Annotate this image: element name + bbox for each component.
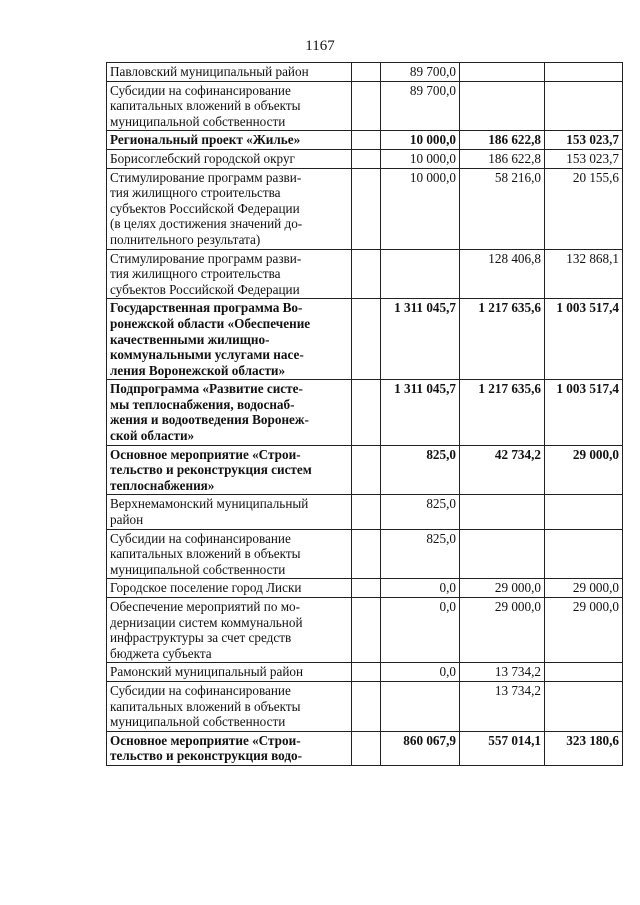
budget-table-body — [107, 63, 623, 766]
blank-cell — [352, 681, 381, 731]
value-cell-2 — [460, 63, 545, 82]
row-name-cell — [107, 168, 352, 249]
row-name-line: теплоснабжения» — [110, 477, 215, 493]
value-cell-1: 0,0 — [381, 579, 460, 598]
row-name-line: ской области» — [110, 428, 195, 444]
table-row — [107, 598, 623, 663]
row-name-line: тия жилищного строительства — [110, 185, 281, 201]
blank-cell — [352, 529, 381, 579]
row-name-cell — [107, 63, 352, 82]
value-cell-2: 186 622,8 — [460, 131, 545, 150]
value-cell-3: 29 000,0 — [545, 445, 623, 495]
value-cell-2 — [460, 81, 545, 131]
value-cell-2: 186 622,8 — [460, 149, 545, 168]
value-cell-1: 89 700,0 — [381, 63, 460, 82]
row-name-cell — [107, 529, 352, 579]
value-cell-3: 132 868,1 — [545, 249, 623, 299]
value-cell-2: 29 000,0 — [460, 598, 545, 663]
row-name-line: (в целях достижения значений до- — [110, 216, 303, 232]
row-name-cell — [107, 131, 352, 150]
row-name-line: Верхнемамонский муниципальный — [110, 496, 309, 512]
value-cell-1: 10 000,0 — [381, 149, 460, 168]
value-cell-1: 825,0 — [381, 495, 460, 529]
row-name-cell — [107, 663, 352, 682]
table-row — [107, 131, 623, 150]
row-name-cell — [107, 495, 352, 529]
table-row — [107, 495, 623, 529]
value-cell-1 — [381, 681, 460, 731]
value-cell-3: 20 155,6 — [545, 168, 623, 249]
row-name-line: Павловский муниципальный район — [110, 64, 309, 79]
row-name-line: тия жилищного строительства — [110, 266, 281, 282]
blank-cell — [352, 579, 381, 598]
value-cell-2: 13 734,2 — [460, 681, 545, 731]
row-name-cell — [107, 681, 352, 731]
row-name-line: тельство и реконструкция водо- — [110, 748, 303, 764]
value-cell-1: 10 000,0 — [381, 168, 460, 249]
row-name-line: Рамонский муниципальный район — [110, 664, 304, 680]
value-cell-1: 0,0 — [381, 663, 460, 682]
value-cell-2: 128 406,8 — [460, 249, 545, 299]
table-row — [107, 681, 623, 731]
table-row — [107, 445, 623, 495]
value-cell-1: 89 700,0 — [381, 81, 460, 131]
row-name-line: Субсидии на софинансирование — [110, 530, 291, 546]
value-cell-2: 1 217 635,6 — [460, 299, 545, 380]
value-cell-2: 29 000,0 — [460, 579, 545, 598]
table-row — [107, 529, 623, 579]
row-name-cell — [107, 299, 352, 380]
blank-cell — [352, 731, 381, 765]
value-cell-3: 323 180,6 — [545, 731, 623, 765]
blank-cell — [352, 63, 381, 82]
row-name-line: Стимулирование программ разви- — [110, 169, 302, 185]
value-cell-3: 153 023,7 — [545, 149, 623, 168]
row-name-line: муниципальной собственности — [110, 113, 286, 129]
row-name-line: Основное мероприятие «Строи- — [110, 732, 301, 748]
row-name-line: район — [110, 512, 144, 528]
value-cell-3 — [545, 529, 623, 579]
row-name-line: Обеспечение мероприятий по мо- — [110, 599, 301, 614]
row-name-line: Подпрограмма «Развитие систе- — [110, 381, 303, 397]
table-row — [107, 63, 623, 82]
value-cell-3: 1 003 517,4 — [545, 380, 623, 445]
row-name-cell — [107, 149, 352, 168]
blank-cell — [352, 445, 381, 495]
table-row — [107, 168, 623, 249]
value-cell-2 — [460, 529, 545, 579]
table-row — [107, 249, 623, 299]
value-cell-2: 13 734,2 — [460, 663, 545, 682]
value-cell-3 — [545, 63, 623, 82]
blank-cell — [352, 495, 381, 529]
value-cell-1: 860 067,9 — [381, 731, 460, 765]
value-cell-3 — [545, 495, 623, 529]
row-name-line: ронежской области «Обеспечение — [110, 315, 311, 331]
value-cell-2: 58 216,0 — [460, 168, 545, 249]
row-name-line: муниципальной собственности — [110, 714, 286, 730]
row-name-cell — [107, 598, 352, 663]
value-cell-3 — [545, 681, 623, 731]
budget-table — [106, 62, 623, 766]
row-name-line: Городское поселение город Лиски — [110, 580, 302, 596]
row-name-cell — [107, 380, 352, 445]
row-name-cell — [107, 731, 352, 765]
row-name-line: коммунальными услугами насе- — [110, 347, 304, 363]
page-number: 1167 — [305, 38, 335, 54]
table-row — [107, 380, 623, 445]
row-name-line: Региональный проект «Жилье» — [110, 132, 301, 148]
table-row — [107, 731, 623, 765]
table-row — [107, 149, 623, 168]
value-cell-2 — [460, 495, 545, 529]
value-cell-1: 1 311 045,7 — [381, 299, 460, 380]
blank-cell — [352, 299, 381, 380]
table-row — [107, 663, 623, 682]
value-cell-2: 1 217 635,6 — [460, 380, 545, 445]
value-cell-3 — [545, 663, 623, 682]
row-name-cell — [107, 579, 352, 598]
blank-cell — [352, 249, 381, 299]
row-name-cell — [107, 249, 352, 299]
table-row — [107, 299, 623, 380]
row-name-line: Субсидии на софинансирование — [110, 82, 291, 98]
value-cell-1: 0,0 — [381, 598, 460, 663]
value-cell-1 — [381, 249, 460, 299]
row-name-line: субъектов Российской Федерации — [110, 200, 300, 216]
table-row — [107, 81, 623, 131]
row-name-line: дернизации систем коммунальной — [110, 614, 303, 630]
value-cell-2: 557 014,1 — [460, 731, 545, 765]
value-cell-2: 42 734,2 — [460, 445, 545, 495]
value-cell-3: 29 000,0 — [545, 579, 623, 598]
row-name-line: мы теплоснабжения, водоснаб- — [110, 396, 295, 412]
blank-cell — [352, 149, 381, 168]
value-cell-1: 825,0 — [381, 529, 460, 579]
row-name-cell — [107, 81, 352, 131]
row-name-line: капитальных вложений в объекты — [110, 698, 301, 714]
blank-cell — [352, 131, 381, 150]
row-name-line: полнительного результата) — [110, 231, 261, 247]
value-cell-3: 153 023,7 — [545, 131, 623, 150]
value-cell-1: 10 000,0 — [381, 131, 460, 150]
blank-cell — [352, 598, 381, 663]
row-name-line: Государственная программа Во- — [110, 300, 303, 316]
row-name-line: капитальных вложений в объекты — [110, 98, 301, 114]
table-row — [107, 579, 623, 598]
row-name-line: муниципальной собственности — [110, 561, 286, 577]
blank-cell — [352, 663, 381, 682]
row-name-line: тельство и реконструкция систем — [110, 462, 312, 478]
row-name-cell — [107, 445, 352, 495]
row-name-line: Борисоглебский городской округ — [110, 150, 295, 166]
row-name-line: бюджета субъекта — [110, 645, 212, 661]
value-cell-3: 1 003 517,4 — [545, 299, 623, 380]
row-name-line: субъектов Российской Федерации — [110, 281, 300, 297]
row-name-line: жения и водоотведения Воронеж- — [110, 412, 309, 428]
row-name-line: Стимулирование программ разви- — [110, 250, 302, 266]
value-cell-1: 1 311 045,7 — [381, 380, 460, 445]
row-name-line: ления Воронежской области» — [110, 362, 286, 378]
row-name-line: капитальных вложений в объекты — [110, 546, 301, 562]
blank-cell — [352, 81, 381, 131]
row-name-line: качественными жилищно- — [110, 331, 270, 347]
blank-cell — [352, 168, 381, 249]
row-name-line: Субсидии на софинансирование — [110, 682, 291, 698]
value-cell-1: 825,0 — [381, 445, 460, 495]
row-name-line: инфраструктуры за счет средств — [110, 630, 292, 646]
value-cell-3 — [545, 81, 623, 131]
blank-cell — [352, 380, 381, 445]
value-cell-3: 29 000,0 — [545, 598, 623, 663]
row-name-line: Основное мероприятие «Строи- — [110, 446, 301, 462]
